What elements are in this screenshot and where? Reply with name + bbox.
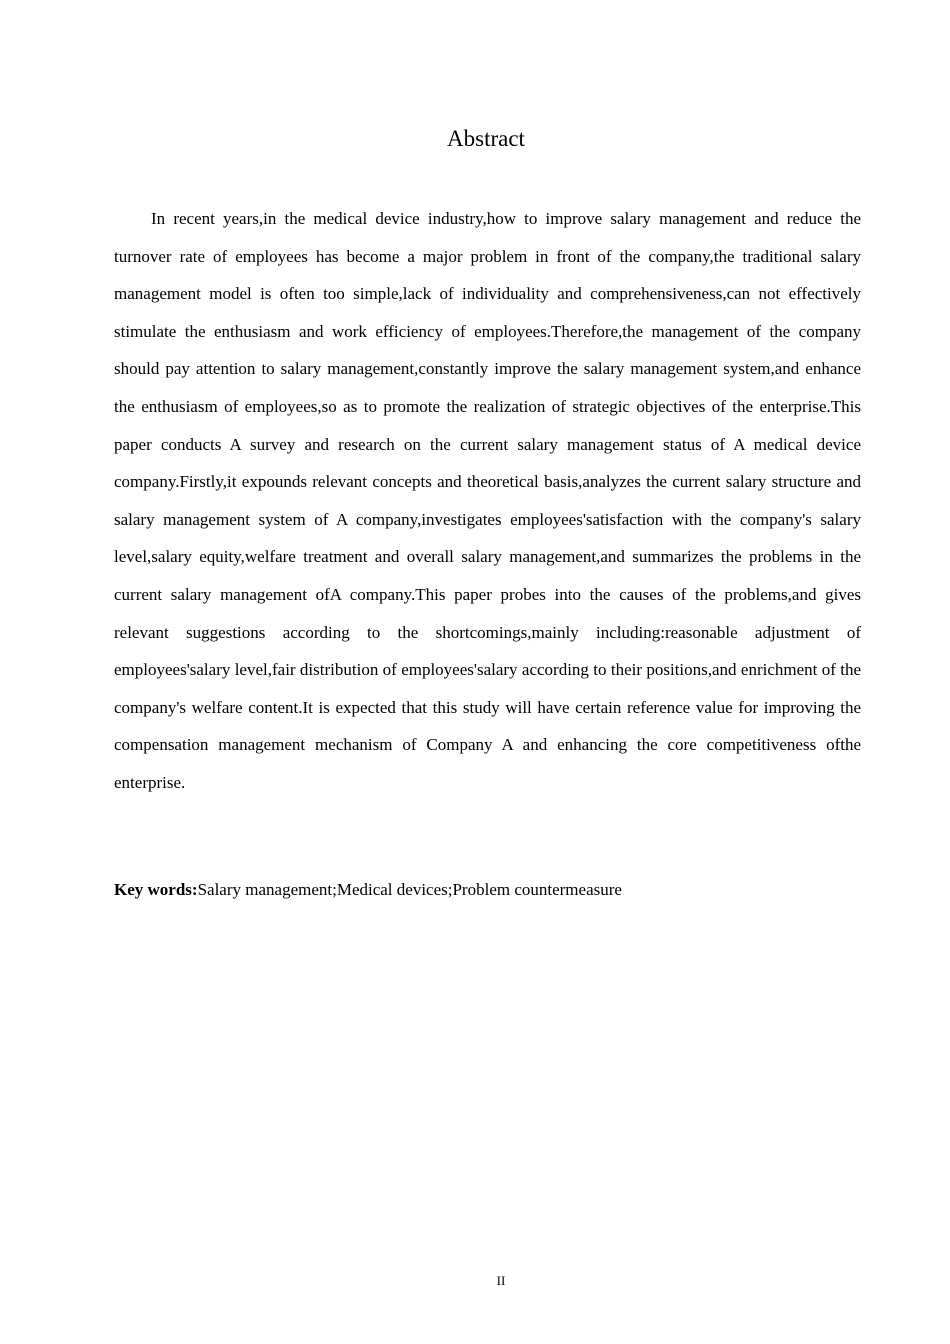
- keywords-label: Key words:: [114, 880, 198, 899]
- abstract-body: In recent years,in the medical device industry,how to improve salary management and reduce the turnover rate of employees has become a major problem in front of the company,the traditional salary management model is often too simple,lack of individuality and comprehensiveness,can not effectively stimulate the enthusiasm and work efficiency of employees.Therefore,the management of the company should pay attention to salary management,constantly improve the salary management system,and enhance the enthusiasm of employees,so as to promote the realization of strategic objectives of the enterprise.This paper conducts A survey and research on the current salary management status of A medical device company.Firstly,it expounds relevant concepts and theoretical basis,analyzes the current salary structure and salary management system of A company,investigates employees'satisfaction with the company's salary level,salary equity,welfare treatment and overall salary management,and summarizes the problems in the current salary management ofA company.This paper probes into the causes of the problems,and gives relevant suggestions according to the shortcomings,mainly including:reasonable adjustment of employees'salary level,fair distribution of employees'salary according to their positions,and enrichment of the company's welfare content.It is expected that this study will have certain reference value for improving the compensation management mechanism of Company A and enhancing the core competitiveness ofthe enterprise.: [114, 209, 861, 792]
- keywords-line: [114, 874, 861, 906]
- keywords-text: Salary management;Medical devices;Problem countermeasure: [197, 880, 622, 899]
- page-number: II: [496, 1273, 506, 1288]
- abstract-title: Abstract: [447, 126, 525, 151]
